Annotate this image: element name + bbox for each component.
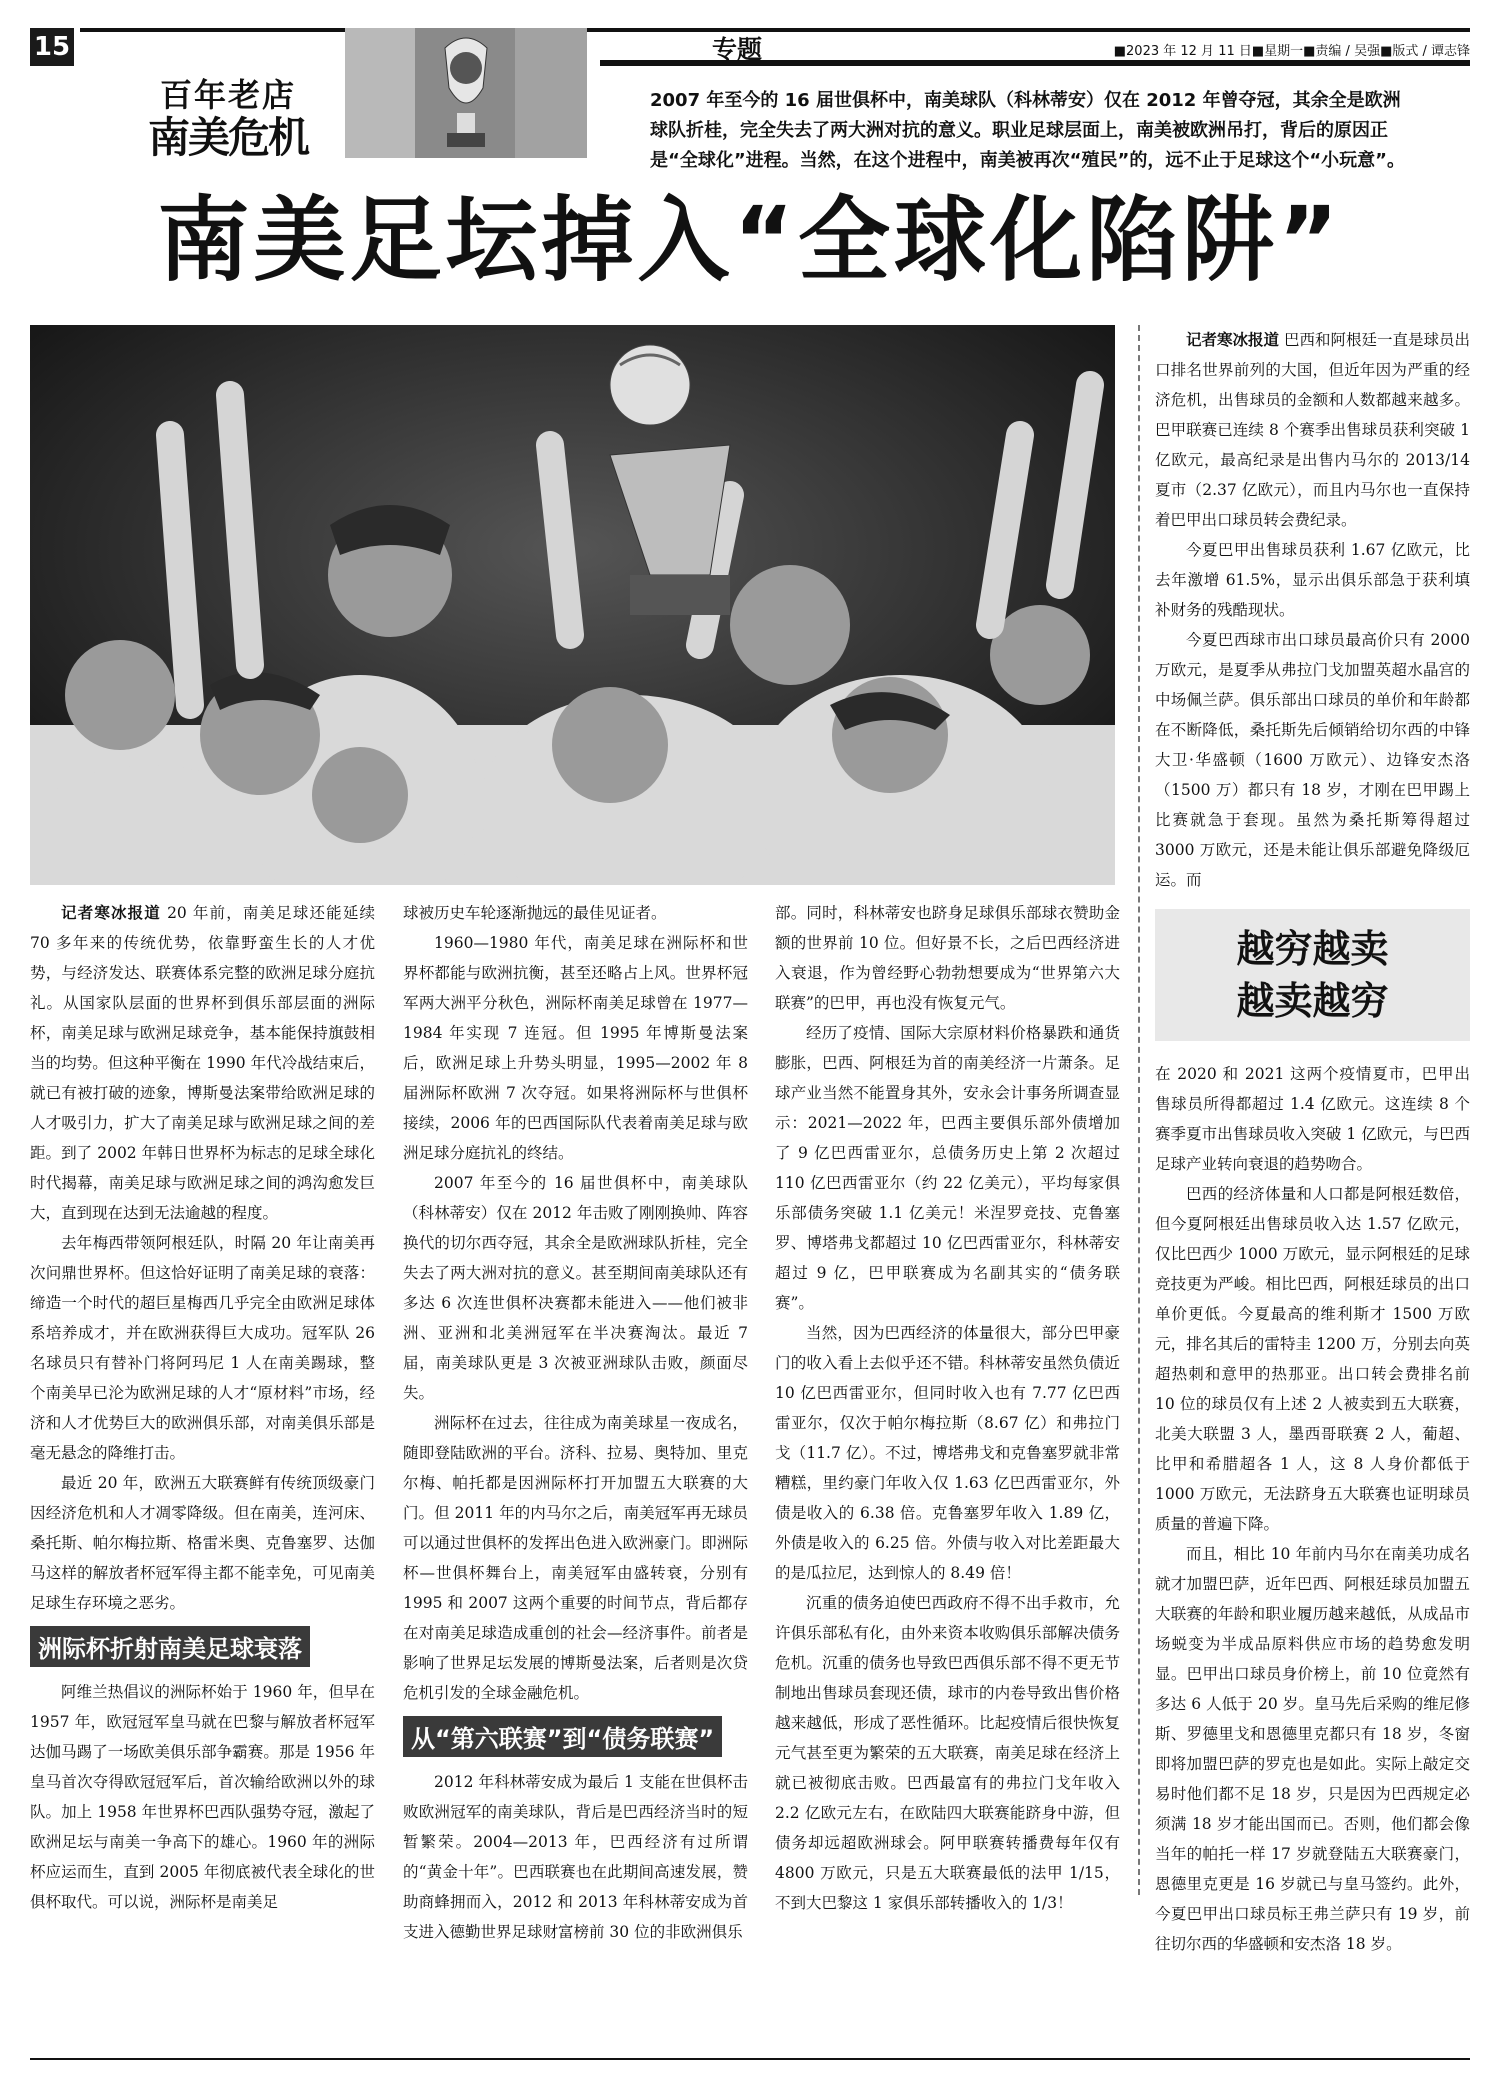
lower-columns (30, 898, 1120, 1941)
right-subhead-line2: 越卖越穷 (1236, 979, 1389, 1023)
col1-paragraph-4: 阿维兰热倡议的洲际杯始于 1960 年，但早在 1957 年，欧冠冠军皇马就在巴黎与解放者杯冠军达伽马踢了一场欧美俱乐部争霸赛。那是 1956 年皇马首次夺得欧冠冠军后，首次输给欧洲以外的球队。加上 1958 年世界杯巴西队强势夺冠，激起了欧洲足坛与南美一争高下的雄心。1960 年的洲际杯应运而生，直到 2005 年彻底被代表全球化的世俱杯取代。可以说，洲际杯是南美足 (30, 1683, 375, 1911)
col2-paragraph-3: 2007 年至今的 16 届世俱杯中，南美球队（科林蒂安）仅在 2012 年击败了刚刚换帅、阵容换代的切尔西夺冠，其余全是欧洲球队折桂，完全失去了两大洲对抗的意义。甚至期间南美球队还有多达 6 次连世俱杯决赛都未能进入——他们被非洲、亚洲和北美洲冠军在半决赛淘汰。最近 7 届，南美球队更是 3 次被亚洲球队击败，颜面尽失。 (403, 1174, 748, 1402)
dateline: ■2023 年 12 月 11 日■星期一■责编 / 吴强■版式 / 谭志锋 (1113, 44, 1470, 59)
column-1 (30, 898, 375, 1917)
col3-paragraph-3: 当然，因为巴西经济的体量很大，部分巴甲豪门的收入看上去似乎还不错。科林蒂安虽然负债近 10 亿巴西雷亚尔，但同时收入也有 7.77 亿巴西雷亚尔，仅次于帕尔梅拉斯（8.67 亿）和弗拉门戈（11.7 亿）。不过，博塔弗戈和克鲁塞罗就非常糟糕，里约豪门年收入仅 1.63 亿巴西雷亚尔，外债是收入的 6.38 倍。克鲁塞罗年收入 1.89 亿，外债是收入的 6.25 倍。外债与收入对比差距最大的是瓜拉尼，达到惊人的 8.49 倍！ (775, 1324, 1120, 1582)
trophy-photo (345, 28, 587, 158)
right-paragraph-5: 巴西的经济体量和人口都是阿根廷数倍，但今夏阿根廷出售球员收入达 1.57 亿欧元，仅比巴西少 1000 万欧元，显示阿根廷的足球竞技更为严峻。相比巴西，阿根廷球员的出口单价更低。今夏最高的维利斯才 1500 万欧元，排名其后的雷特圭 1200 万，分别去向英超热刺和意甲的热那亚。出口转会费排名前 10 位的球员仅有上述 2 人被卖到五大联赛，北美大联盟 3 人，墨西哥联赛 2 人，葡超、比甲和希腊超各 1 人，这 8 人身价都低于 1000 万欧元，无法跻身五大联赛也证明球员质量的普遍下降。 (1155, 1185, 1470, 1533)
right-subhead (1155, 909, 1470, 1041)
col1-paragraph-2: 去年梅西带领阿根廷队，时隔 20 年让南美再次问鼎世界杯。但这恰好证明了南美足球的衰落：缔造一个时代的超巨星梅西几乎完全由欧洲足球体系培养成才，并在欧洲获得巨大成功。冠军队 26 名球员只有替补门将阿玛尼 1 人在南美踢球，整个南美早已沦为欧洲足球的人才“原材料”市场，经济和人才优势巨大的欧洲俱乐部，对南美俱乐部是毫无悬念的降维打击。 (30, 1234, 375, 1462)
column-divider (1138, 325, 1140, 1895)
col3-paragraph-2: 经历了疫情、国际大宗原材料价格暴跌和通货膨胀，巴西、阿根廷为首的南美经济一片萧条。足球产业当然不能置身其外，安永会计事务所调查显示：2021—2022 年，巴西主要俱乐部外债增加了 9 亿巴西雷亚尔，总债务历史上第 2 次超过 110 亿巴西雷亚尔（约 22 亿美元），平均每家俱乐部债务突破 1.1 亿美元！米涅罗竞技、克鲁塞罗、博塔弗戈都超过 10 亿巴西雷亚尔，科林蒂安超过 9 亿，巴甲联赛成为名副其实的“债务联赛”。 (775, 1024, 1120, 1312)
right-byline: 记者寒冰报道 (1186, 331, 1280, 349)
col1-p1-text: 20 年前，南美足球还能延续 70 多年来的传统优势，依靠野蛮生长的人才优势，与经济发达、联赛体系完整的欧洲足球分庭抗礼。从国家队层面的世界杯到俱乐部层面的洲际杯，南美足球与欧洲足球竞争，基本能保持旗鼓相当的均势。但这种平衡在 1990 年代冷战结束后，就已有被打破的迹象，博斯曼法案带给欧洲足球的人才吸引力，扩大了南美足球与欧洲足球之间的差距。到了 2002 年韩日世界杯为标志的足球全球化时代揭幕，南美足球与欧洲足球之间的鸿沟愈发巨大，直到现在达到无法逾越的程度。 (30, 904, 375, 1222)
celebration-image (30, 325, 1115, 885)
col3-paragraph-4: 沉重的债务迫使巴西政府不得不出手救市，允许俱乐部私有化，由外来资本收购俱乐部解决债务危机。沉重的债务也导致巴西俱乐部不得不更无节制地出售球员套现还债，球市的内卷导致出售价格越来越低，形成了恶性循环。比起疫情后很快恢复元气甚至更为繁荣的五大联赛，南美足球在经济上就已被彻底击败。巴西最富有的弗拉门戈年收入 2.2 亿欧元左右，在欧陆四大联赛能跻身中游，但债务却远超欧洲球会。阿甲联赛转播费每年仅有 4800 万欧元，只是五大联赛最低的法甲 1/15，不到大巴黎这 1 家俱乐部转播收入的 1/3！ (775, 1594, 1120, 1912)
headline: 南美足坛掉入“全球化陷阱” (157, 187, 1343, 294)
col1-byline: 记者寒冰报道 (61, 904, 161, 922)
right-paragraph-2: 今夏巴甲出售球员获利 1.67 亿欧元，比去年激增 61.5%，显示出俱乐部急于获利填补财务的残酷现状。 (1155, 541, 1470, 619)
right-paragraph-3: 今夏巴西球市出口球员最高价只有 2000 万欧元，是夏季从弗拉门戈加盟英超水晶宫的中场佩兰萨。俱乐部出口球员的单价和年龄都在不断降低，桑托斯先后倾销给切尔西的中锋大卫·华盛顿（1600 万欧元）、边锋安杰洛（1500 万）都只有 18 岁，才刚在巴甲踢上比赛就急于套现。虽然为桑托斯筹得超过 3000 万欧元，还是未能让俱乐部避免降级厄运。而 (1155, 631, 1470, 889)
series-title-bottom: 南美危机 (147, 113, 308, 162)
col2-paragraph-1: 球被历史车轮逐渐抛远的最佳见证者。 (403, 904, 667, 922)
column-2 (403, 898, 748, 1947)
team-celebration-photo (30, 325, 1115, 885)
right-paragraph-4: 在 2020 和 2021 这两个疫情夏市，巴甲出售球员所得都超过 1.4 亿欧元。这连续 8 个赛季夏市出售球员收入突破 1 亿欧元，与巴西足球产业转向衰退的趋势吻合。 (1155, 1065, 1470, 1173)
bottom-rule (30, 2058, 1470, 2060)
col2-paragraph-5: 2012 年科林蒂安成为最后 1 支能在世俱杯击败欧洲冠军的南美球队，背后是巴西经济当时的短暂繁荣。2004—2013 年，巴西经济有过所谓的“黄金十年”。巴西联赛也在此期间高速发展，赞助商蜂拥而入，2012 和 2013 年科林蒂安成为首支进入德勤世界足球财富榜前 30 位的非欧洲俱乐 (403, 1773, 748, 1941)
col1-paragraph-1 (30, 898, 375, 1228)
article-deck: 2007 年至今的 16 届世俱杯中，南美球队（科林蒂安）仅在 2012 年曾夺冠，其余全是欧洲球队折桂，完全失去了两大洲对抗的意义。职业足球层面上，南美被欧洲吊打，背后的原因正是“全球化”进程。当然，在这个进程中，南美被再次“殖民”的，远不止于足球这个“小玩意”。 (650, 90, 1405, 171)
column-3 (775, 898, 1120, 1918)
right-paragraph-6: 而且，相比 10 年前内马尔在南美功成名就才加盟巴萨，近年巴西、阿根廷球员加盟五大联赛的年龄和职业履历越来越低，从成品市场蜕变为半成品原料供应市场的趋势愈发明显。巴甲出口球员身价榜上，前 10 位竟然有多达 6 人低于 20 岁。皇马先后采购的维尼修斯、罗德里戈和恩德里克都只有 18 岁，冬窗即将加盟巴萨的罗克也是如此。实际上敲定交易时他们都不足 18 岁，只是因为巴西规定必须满 18 岁才能出国而已。否则，他们都会像当年的帕托一样 17 岁就登陆五大联赛豪门，恩德里克更是 16 岁就已与皇马签约。此外，今夏巴甲出口球员标王弗兰萨只有 19 岁，前往切尔西的华盛顿和安杰洛 18 岁。 (1155, 1545, 1470, 1953)
right-subhead-line1: 越穷越卖 (1236, 927, 1389, 971)
right-paragraph-1 (1155, 325, 1470, 535)
right-column (1155, 325, 1470, 1959)
col1-subhead: 洲际杯折射南美足球衰落 (30, 1626, 310, 1667)
col3-paragraph-1: 部。同时，科林蒂安也跻身足球俱乐部球衣赞助金额的世界前 10 位。但好景不长，之后巴西经济进入衰退，作为曾经野心勃勃想要成为“世界第六大联赛”的巴甲，再也没有恢复元气。 (775, 904, 1120, 1012)
page-number: 15 (30, 28, 74, 66)
trophy-icon (345, 28, 587, 158)
right-p1-text: 巴西和阿根廷一直是球员出口排名世界前列的大国，但近年因为严重的经济危机，出售球员的金额和人数都越来越多。巴甲联赛已连续 8 个赛季出售球员获利突破 1 亿欧元，最高纪录是出售内马尔的 2013/14 夏市（2.37 亿欧元），而且内马尔也一直保持着巴甲出口球员转会费纪录。 (1155, 331, 1470, 529)
col2-paragraph-4: 洲际杯在过去，往往成为南美球星一夜成名，随即登陆欧洲的平台。济科、拉易、奥特加、里克尔梅、帕托都是因洲际杯打开加盟五大联赛的大门。但 2011 年的内马尔之后，南美冠军再无球员可以通过世俱杯的发挥出色进入欧洲豪门。即洲际杯—世俱杯舞台上，南美冠军由盛转衰，分别有 1995 和 2007 这两个重要的时间节点，背后都存在对南美足球造成重创的社会—经济事件。前者是影响了世界足坛发展的博斯曼法案，后者则是次贷危机引发的全球金融危机。 (403, 1414, 748, 1702)
col2-paragraph-2: 1960—1980 年代，南美足球在洲际杯和世界杯都能与欧洲抗衡，甚至还略占上风。世界杯冠军两大洲平分秋色，洲际杯南美足球曾在 1977—1984 年实现 7 连冠。但 1995 年博斯曼法案后，欧洲足球上升势头明显，1995—2002 年 8 届洲际杯欧洲 7 次夺冠。如果将洲际杯与世俱杯接续，2006 年的巴西国际队代表着南美足球与欧洲足球分庭抗礼的终结。 (403, 934, 748, 1162)
section-name: 专题 (712, 35, 763, 64)
series-logo (128, 70, 328, 175)
col2-subhead: 从“第六联赛”到“债务联赛” (403, 1716, 722, 1757)
series-title-top: 百年老店 (159, 76, 296, 114)
col1-paragraph-3: 最近 20 年，欧洲五大联赛鲜有传统顶级豪门因经济危机和人才凋零降级。但在南美，连河床、桑托斯、帕尔梅拉斯、格雷米奥、克鲁塞罗、达伽马这样的解放者杯冠军得主都不能幸免，可见南美足球生存环境之恶劣。 (30, 1474, 375, 1612)
